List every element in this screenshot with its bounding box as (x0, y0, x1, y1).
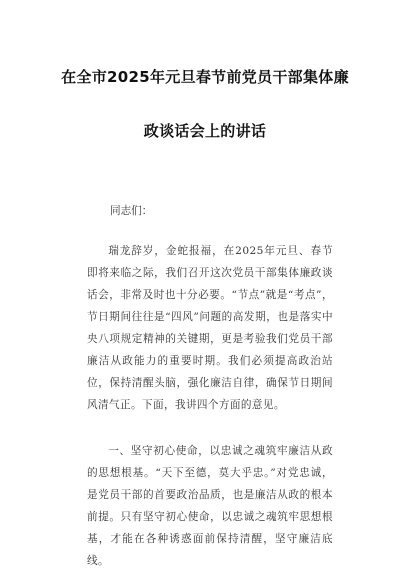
paragraph-opening: 瑞龙辞岁，金蛇报福，在2025年元旦、春节即将来临之际，我们召开这次党员干部集体廉政谈话会，非常及时也十分必要。“节点”就是“考点”，节日期间往往是“四风”问题的高发期，也是落实中央八项规定精神的关键期，更是考验我们党员干部廉洁从政能力的重要时期。我们必须提高政治站位，保持清醒头脑，强化廉洁自律，确保节日期间风清气正。下面，我讲四个方面的意见。 (87, 245, 333, 411)
paragraph-section-one: 一、坚守初心使命，以忠诚之魂筑牢廉洁从政的思想根基。“天下至德，莫大乎忠。”对党忠诚，是党员干部的首要政治品质，也是廉洁从政的根本前提。只有坚守初心使命，以忠诚之魂筑牢思想根基，才能在各种诱惑面前保持清醒，坚守廉洁底线。 (87, 445, 333, 567)
document-title-line-1: 在全市2025年元旦春节前党员干部集体廉 (61, 68, 349, 86)
document-title-line-2: 政谈话会上的讲话 (143, 122, 267, 140)
salutation: 同志们： (110, 205, 153, 217)
